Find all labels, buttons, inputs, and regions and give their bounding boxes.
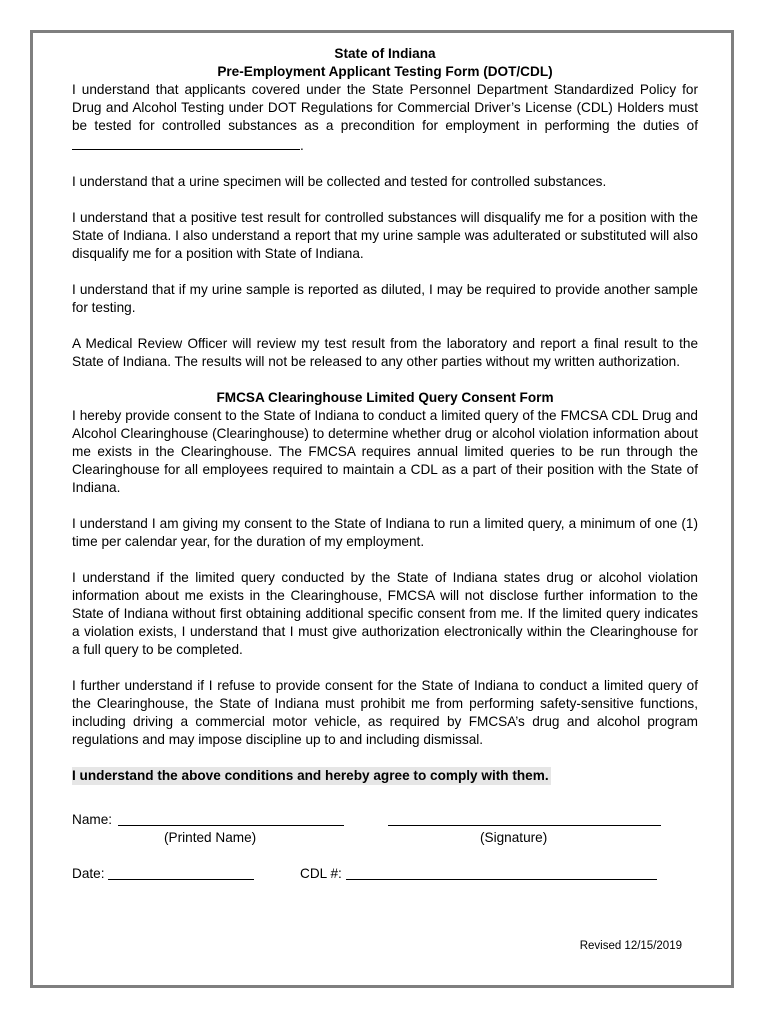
paragraph-urine-specimen: I understand that a urine specimen will be collected and tested for controlled substances. xyxy=(72,174,607,189)
cdl-number-line[interactable] xyxy=(346,865,657,880)
date-line[interactable] xyxy=(108,865,254,880)
clearinghouse-title: FMCSA Clearinghouse Limited Query Consent Form xyxy=(216,390,554,405)
paragraph-positive-result: I understand that a positive test result for controlled substances will disqualify me for a position with the State of Indiana. I also understand a report that my urine sample was adulterated or substituted will also disqualify me for a position with State of Indiana. xyxy=(72,210,698,261)
caption-row xyxy=(72,829,698,847)
date-label: Date: xyxy=(72,866,105,881)
form-body xyxy=(72,45,698,883)
date-cdl-row xyxy=(72,865,698,883)
paragraph-duties-text: I understand that applicants covered under the State Personnel Department Standardized Policy for Drug and Alcohol Testing under DOT Regulations for Commercial Driver’s License (CDL) Holders must be tested for controlled substances as a precondition for employment in performing the duties of xyxy=(72,82,698,133)
paragraph-annual-query: I understand I am giving my consent to the State of Indiana to run a limited query, a minimum of one (1) time per calendar year, for the duration of my employment. xyxy=(72,516,698,549)
paragraph-refusal: I further understand if I refuse to provide consent for the State of Indiana to conduct a limited query of the Clearinghouse, the State of Indiana must prohibit me from performing safety-sensitive functions, including driving a commercial motor vehicle, as required by FMCSA’s drug and alcohol program regulations and may impose discipline up to and including dismissal. xyxy=(72,678,698,747)
form-title-state: State of Indiana xyxy=(334,46,436,61)
printed-name-caption: (Printed Name) xyxy=(164,830,257,845)
paragraph-duties xyxy=(72,81,698,155)
paragraph-mro: A Medical Review Officer will review my test result from the laboratory and report a final result to the State of Indiana. The results will not be released to any other parties without my written authorization. xyxy=(72,336,698,369)
revised-date: Revised 12/15/2019 xyxy=(579,940,682,952)
cdl-label: CDL #: xyxy=(300,866,342,881)
agreement-statement: I understand the above conditions and hereby agree to comply with them. xyxy=(72,768,549,783)
signature-caption: (Signature) xyxy=(480,830,548,845)
paragraph-consent: I hereby provide consent to the State of Indiana to conduct a limited query of the FMCSA CDL Drug and Alcohol Clearinghouse (Clearinghouse) to determine whether drug or alcohol violation information about me exists in the Clearinghouse. The FMCSA requires annual limited queries to be run through the Clearinghouse for all employees required to maintain a CDL as a part of their position with the State of Indiana. xyxy=(72,408,698,495)
paragraph-duties-end: . xyxy=(300,138,304,153)
paragraph-violation-info: I understand if the limited query conducted by the State of Indiana states drug or alcohol violation information about me exists in the Clearinghouse, FMCSA will not disclose further information to the State of Indiana without first obtaining additional specific consent from me. If the limited query indicates a violation exists, I understand that I must give authorization electronically within the Clearinghouse for a full query to be completed. xyxy=(72,570,698,657)
paragraph-diluted: I understand that if my urine sample is reported as diluted, I may be required to provide another sample for testing. xyxy=(72,282,698,315)
name-signature-row xyxy=(72,811,698,829)
form-title: Pre-Employment Applicant Testing Form (DOT/CDL) xyxy=(217,64,553,79)
signature-line[interactable] xyxy=(388,811,661,826)
printed-name-line[interactable] xyxy=(118,811,344,826)
duties-blank[interactable] xyxy=(72,135,300,150)
name-label: Name: xyxy=(72,812,113,827)
